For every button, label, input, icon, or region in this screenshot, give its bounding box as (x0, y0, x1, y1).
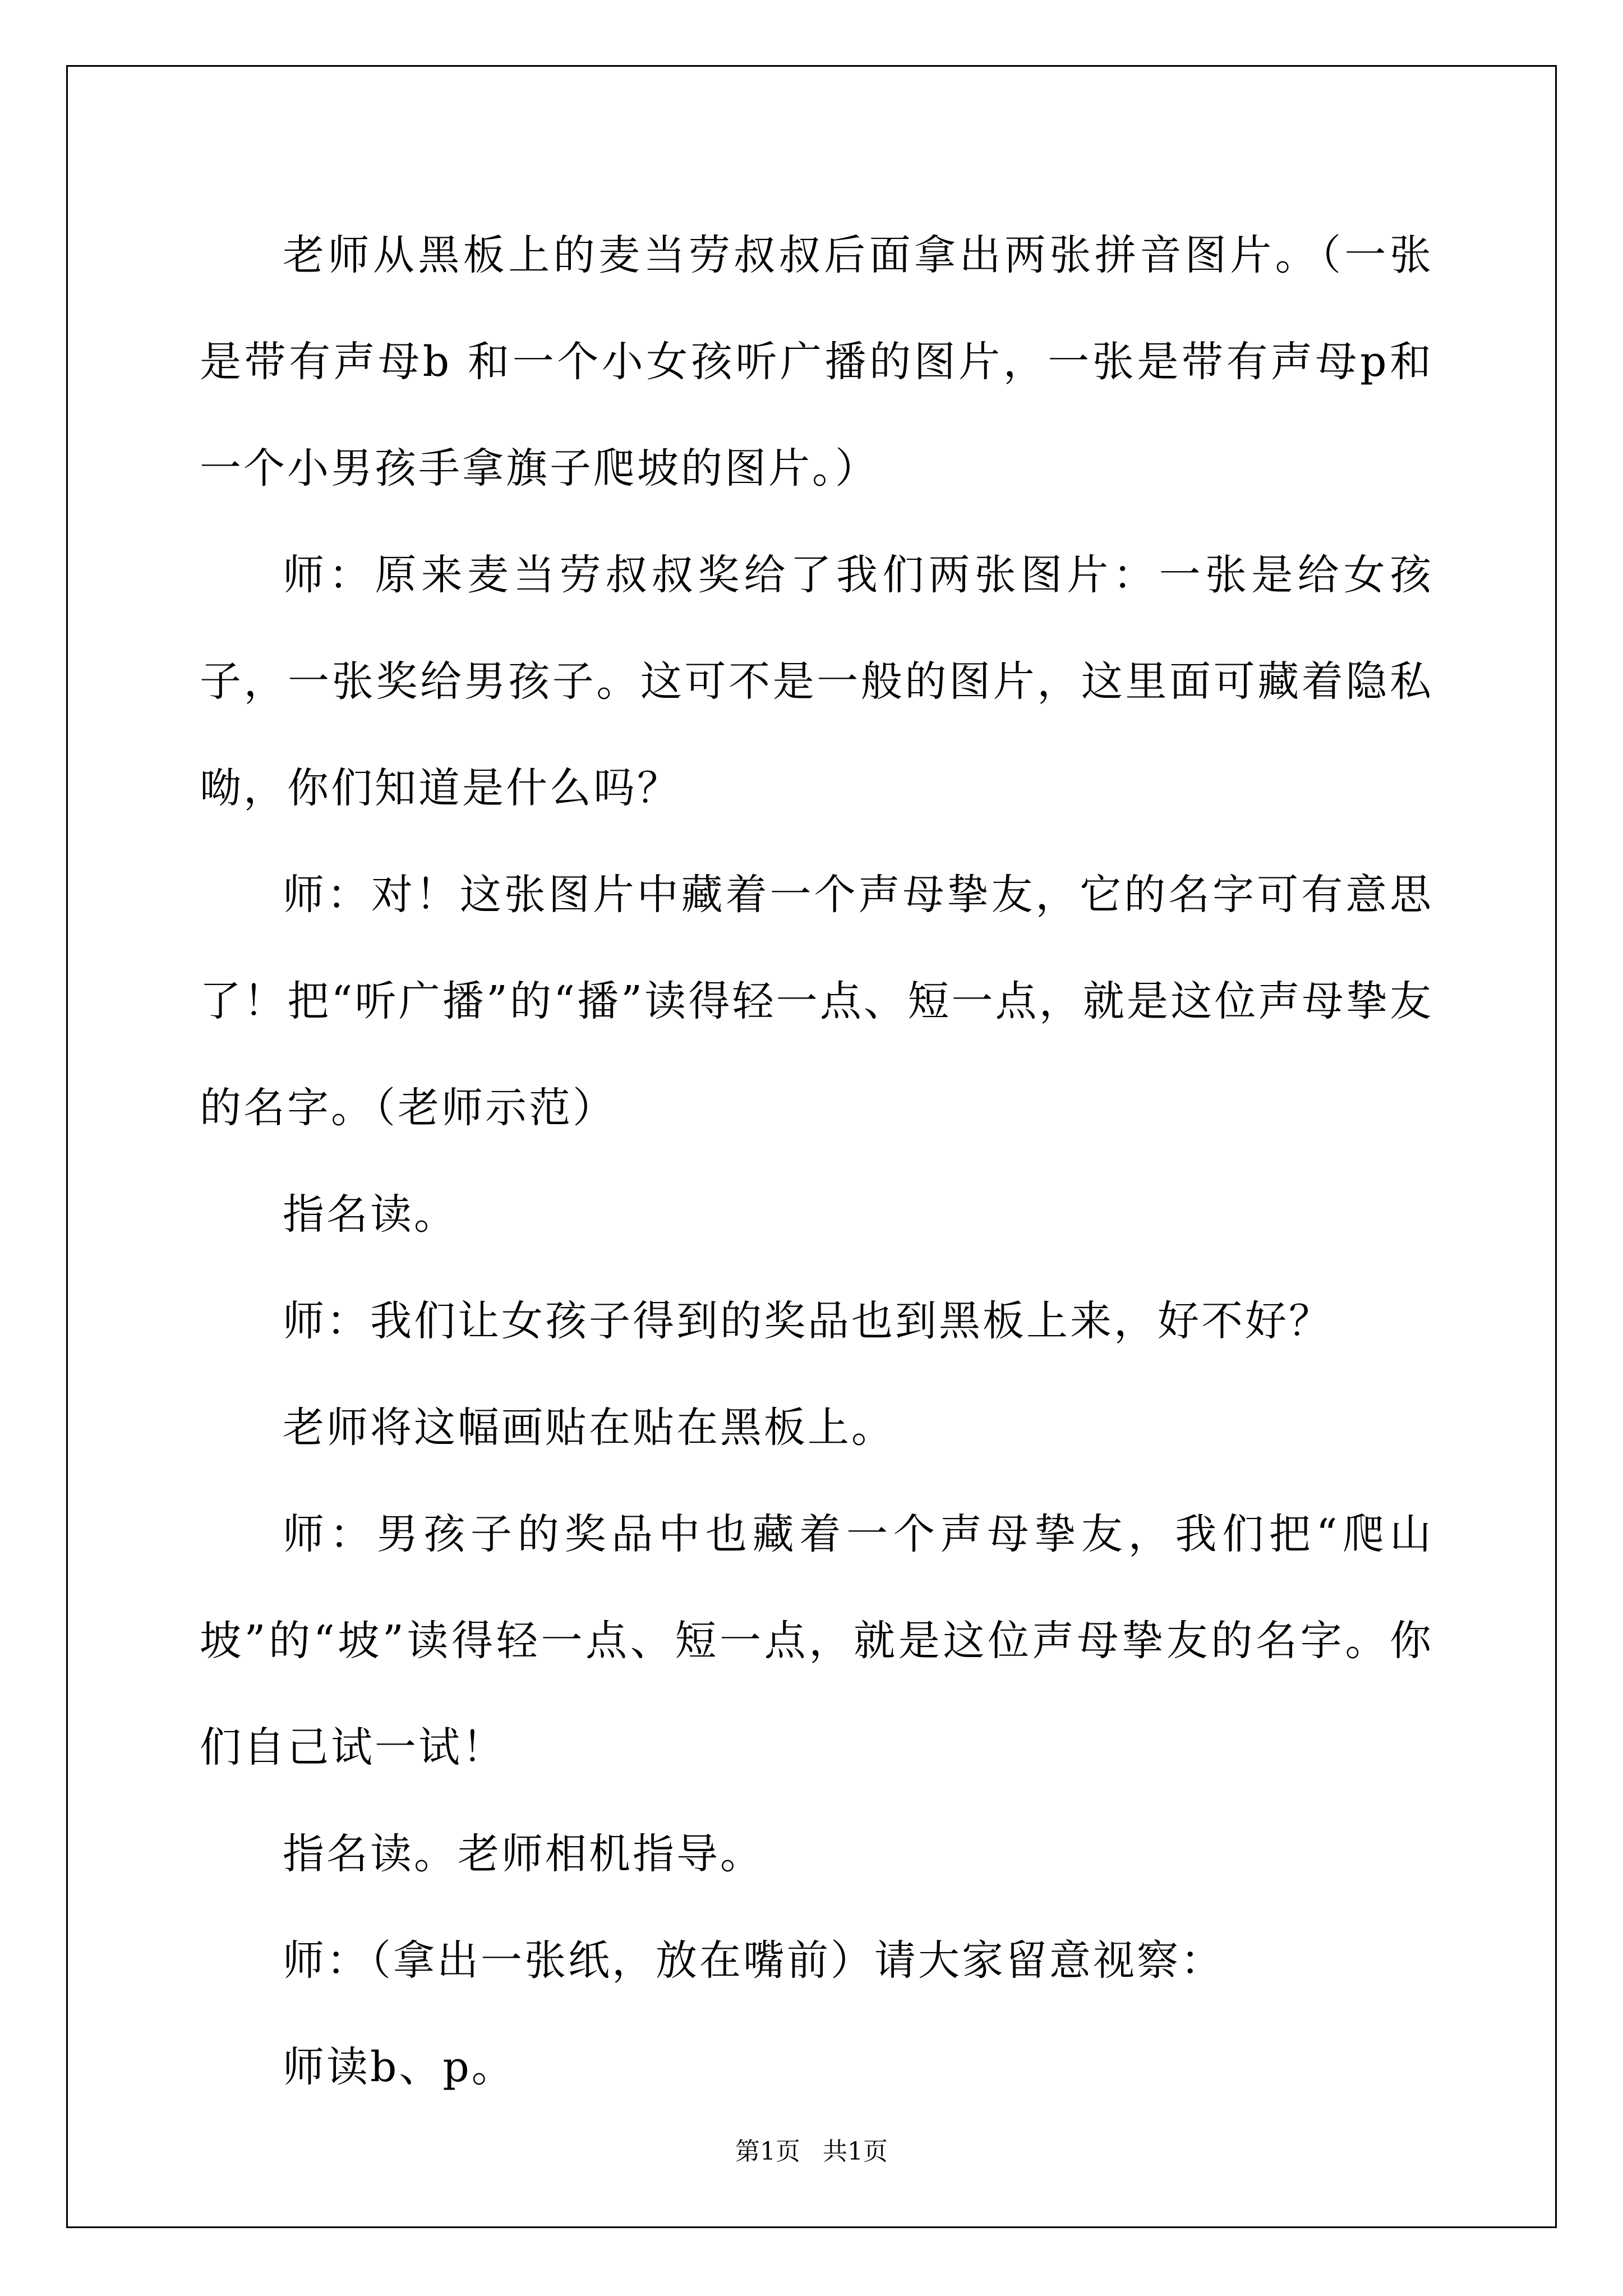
paragraph-2: 师：原来麦当劳叔叔奖给了我们两张图片：一张是给女孩子，一张奖给男孩子。这可不是一般的图片，这里面可藏着隐私呦，你们知道是什么吗？ (200, 551, 1433, 812)
paragraph-8: 指名读。老师相机指导。 (283, 1830, 764, 1878)
paragraph-3: 师：对！这张图片中藏着一个声母挚友，它的名字可有意思了！把“听广播”的“播”读得轻一点、短一点，就是这位声母挚友的名字。（老师示范） (200, 871, 1433, 1132)
document-body (200, 202, 1433, 2120)
paragraph-5: 师：我们让女孩子得到的奖品也到黑板上来，好不好？ (283, 1297, 1332, 1345)
page-number-total: 共1页 (823, 2137, 888, 2166)
paragraph-7: 师：男孩子的奖品中也藏着一个声母挚友，我们把“爬山坡”的“坡”读得轻一点、短一点，就是这位声母挚友的名字。你们自己试一试！ (200, 1510, 1433, 1772)
paragraph-6: 老师将这幅画贴在贴在黑板上。 (283, 1404, 895, 1452)
page-footer (0, 2135, 1623, 2169)
paragraph-10: 师读b、p。 (283, 2043, 515, 2091)
paragraph-9: 师：（拿出一张纸，放在嘴前）请大家留意视察： (283, 1936, 1224, 1985)
page-number-current: 第1页 (735, 2137, 800, 2166)
paragraph-4: 指名读。 (283, 1190, 458, 1239)
paragraph-1: 老师从黑板上的麦当劳叔叔后面拿出两张拼音图片。（一张是带有声母b 和一个小女孩听广播的图片，一张是带有声母p和一个小男孩手拿旗子爬坡的图片。） (200, 231, 1433, 493)
